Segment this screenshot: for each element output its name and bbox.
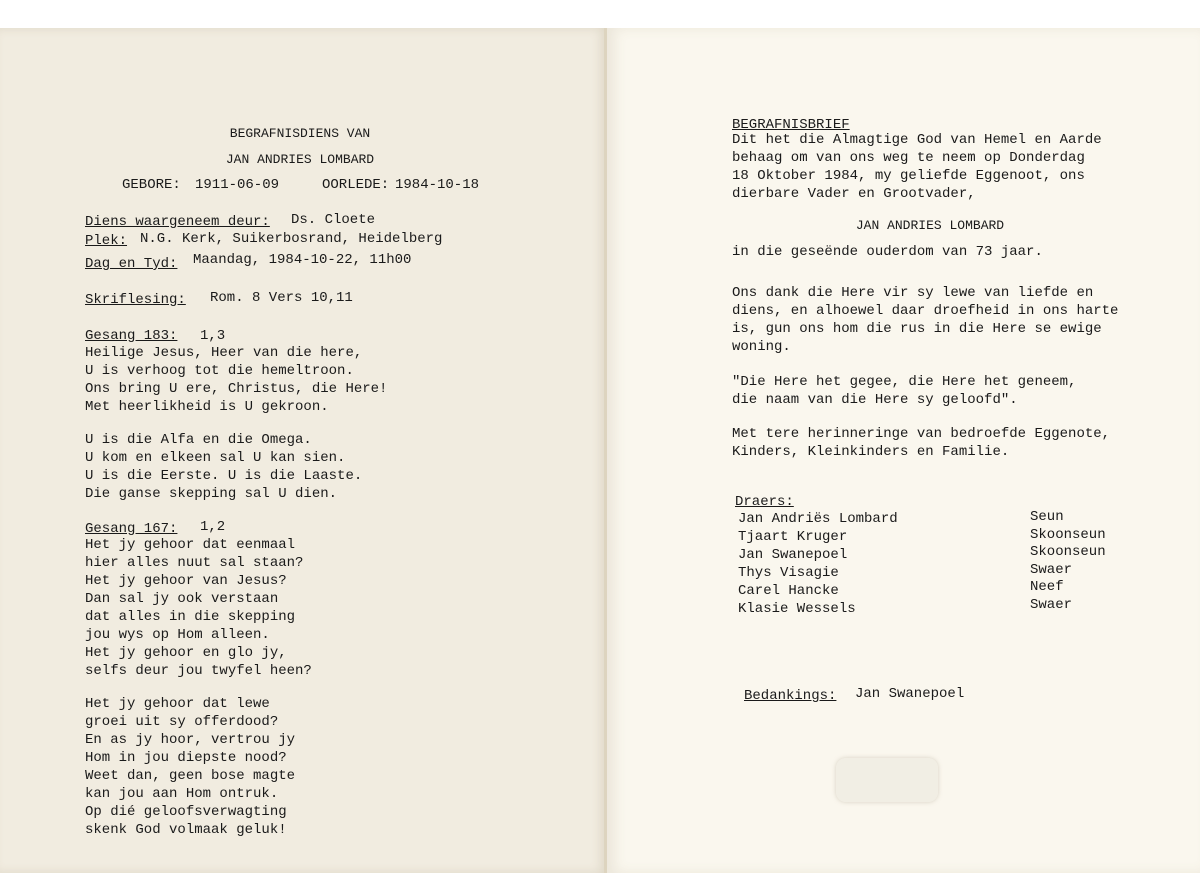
hymn2-line: selfs deur jou twyfel heen? — [85, 663, 312, 679]
reading-label: Skriflesing: — [85, 292, 186, 308]
bearer-name: Tjaart Kruger — [738, 529, 848, 545]
born-label: GEBORE: — [122, 177, 181, 193]
hymn2-line: Het jy gehoor van Jesus? — [85, 573, 287, 589]
hymn2-line: jou wys op Hom alleen. — [85, 627, 270, 643]
hymn1-line: Die ganse skepping sal U dien. — [85, 486, 338, 502]
bearer-name: Jan Swanepoel — [738, 547, 848, 563]
letter-title: BEGRAFNISBRIEF — [732, 117, 850, 133]
deceased-name: JAN ANDRIES LOMBARD — [225, 152, 375, 167]
page-fold — [604, 28, 607, 873]
bearer-relation: Seun — [1030, 509, 1064, 525]
bearer-relation: Neef — [1030, 579, 1064, 595]
letter-line: dierbare Vader en Grootvader, — [732, 186, 976, 202]
hymn2-verses: 1,2 — [200, 519, 226, 535]
hymn1-line: U kom en elkeen sal U kan sien. — [85, 450, 346, 466]
hymn2-line: Het jy gehoor dat lewe — [85, 696, 270, 712]
datetime-value: Maandag, 1984-10-22, 11h00 — [193, 252, 412, 268]
hymn2-line: hier alles nuut sal staan? — [85, 555, 304, 571]
hymn2-line: dat alles in die skepping — [85, 609, 296, 625]
letter-line: behaag om van ons weg te neem op Donderdag — [732, 150, 1085, 166]
memory-line: Kinders, Kleinkinders en Familie. — [732, 444, 1010, 460]
died-date: 1984-10-18 — [395, 177, 480, 193]
service-label: Diens waargeneem deur: — [85, 214, 270, 230]
bearer-name: Carel Hancke — [738, 583, 839, 599]
hymn1-line: Heilige Jesus, Heer van die here, — [85, 345, 363, 361]
hymn1-line: U is verhoog tot die hemeltroon. — [85, 363, 354, 379]
hymn2-line: Het jy gehoor en glo jy, — [85, 645, 287, 661]
hymn1-line: Ons bring U ere, Christus, die Here! — [85, 381, 388, 397]
reading-value: Rom. 8 Vers 10,11 — [210, 290, 353, 306]
hymn2-line: groei uit sy offerdood? — [85, 714, 279, 730]
letter-line: 18 Oktober 1984, my geliefde Eggenoot, ons — [732, 168, 1085, 184]
hymn2-line: Hom in jou diepste nood? — [85, 750, 287, 766]
datetime-label: Dag en Tyd: — [85, 256, 178, 272]
hymn2-line: Op dié geloofsverwagting — [85, 804, 287, 820]
hymn2-label: Gesang 167: — [85, 521, 178, 537]
hymn1-line: U is die Eerste. U is die Laaste. — [85, 468, 363, 484]
age-line: in die geseënde ouderdom van 73 jaar. — [732, 244, 1043, 260]
bearer-name: Jan Andriës Lombard — [738, 511, 898, 527]
bearer-relation: Skoonseun — [1030, 544, 1106, 560]
hymn1-verses: 1,3 — [200, 328, 226, 344]
memory-line: Met tere herinneringe van bedroefde Eggenote, — [732, 426, 1111, 442]
bearer-name: Klasie Wessels — [738, 601, 856, 617]
hymn1-line: U is die Alfa en die Omega. — [85, 432, 312, 448]
bearer-relation: Swaer — [1030, 562, 1073, 578]
hymn2-line: kan jou aan Hom ontruk. — [85, 786, 279, 802]
hymn2-line: Weet dan, geen bose magte — [85, 768, 296, 784]
thanks-line: woning. — [732, 339, 791, 355]
place-label: Plek: — [85, 233, 128, 249]
bearer-relation: Swaer — [1030, 597, 1073, 613]
place-value: N.G. Kerk, Suikerbosrand, Heidelberg — [140, 231, 443, 247]
bearer-name: Thys Visagie — [738, 565, 839, 581]
hymn2-line: Het jy gehoor dat eenmaal — [85, 537, 296, 553]
hymn1-line: Met heerlikheid is U gekroon. — [85, 399, 329, 415]
died-label: OORLEDE: — [322, 177, 390, 193]
thanks-line: diens, en alhoewel daar droefheid in ons harte — [732, 303, 1119, 319]
hymn2-line: Dan sal jy ook verstaan — [85, 591, 279, 607]
service-title: BEGRAFNISDIENS VAN — [229, 126, 371, 141]
hymn2-line: En as jy hoor, vertrou jy — [85, 732, 296, 748]
letter-line: Dit het die Almagtige God van Hemel en Aarde — [732, 132, 1102, 148]
quote-line: "Die Here het gegee, die Here het geneem, — [732, 374, 1077, 390]
letter-deceased-name: JAN ANDRIES LOMBARD — [855, 218, 1005, 233]
hymn1-label: Gesang 183: — [85, 328, 178, 344]
thanks-line: Ons dank die Here vir sy lewe van liefde en — [732, 285, 1094, 301]
hymn2-line: skenk God volmaak geluk! — [85, 822, 287, 838]
quote-line: die naam van die Here sy geloofd". — [732, 392, 1018, 408]
embossed-stamp — [836, 758, 938, 802]
acknowledgements-label: Bedankings: — [744, 688, 837, 704]
acknowledgements-value: Jan Swanepoel — [855, 686, 965, 702]
thanks-line: is, gun ons hom die rus in die Here se ewige — [732, 321, 1102, 337]
bearers-label: Draers: — [735, 494, 794, 510]
bearer-relation: Skoonseun — [1030, 527, 1106, 543]
born-date: 1911-06-09 — [195, 177, 280, 193]
service-value: Ds. Cloete — [291, 212, 376, 228]
